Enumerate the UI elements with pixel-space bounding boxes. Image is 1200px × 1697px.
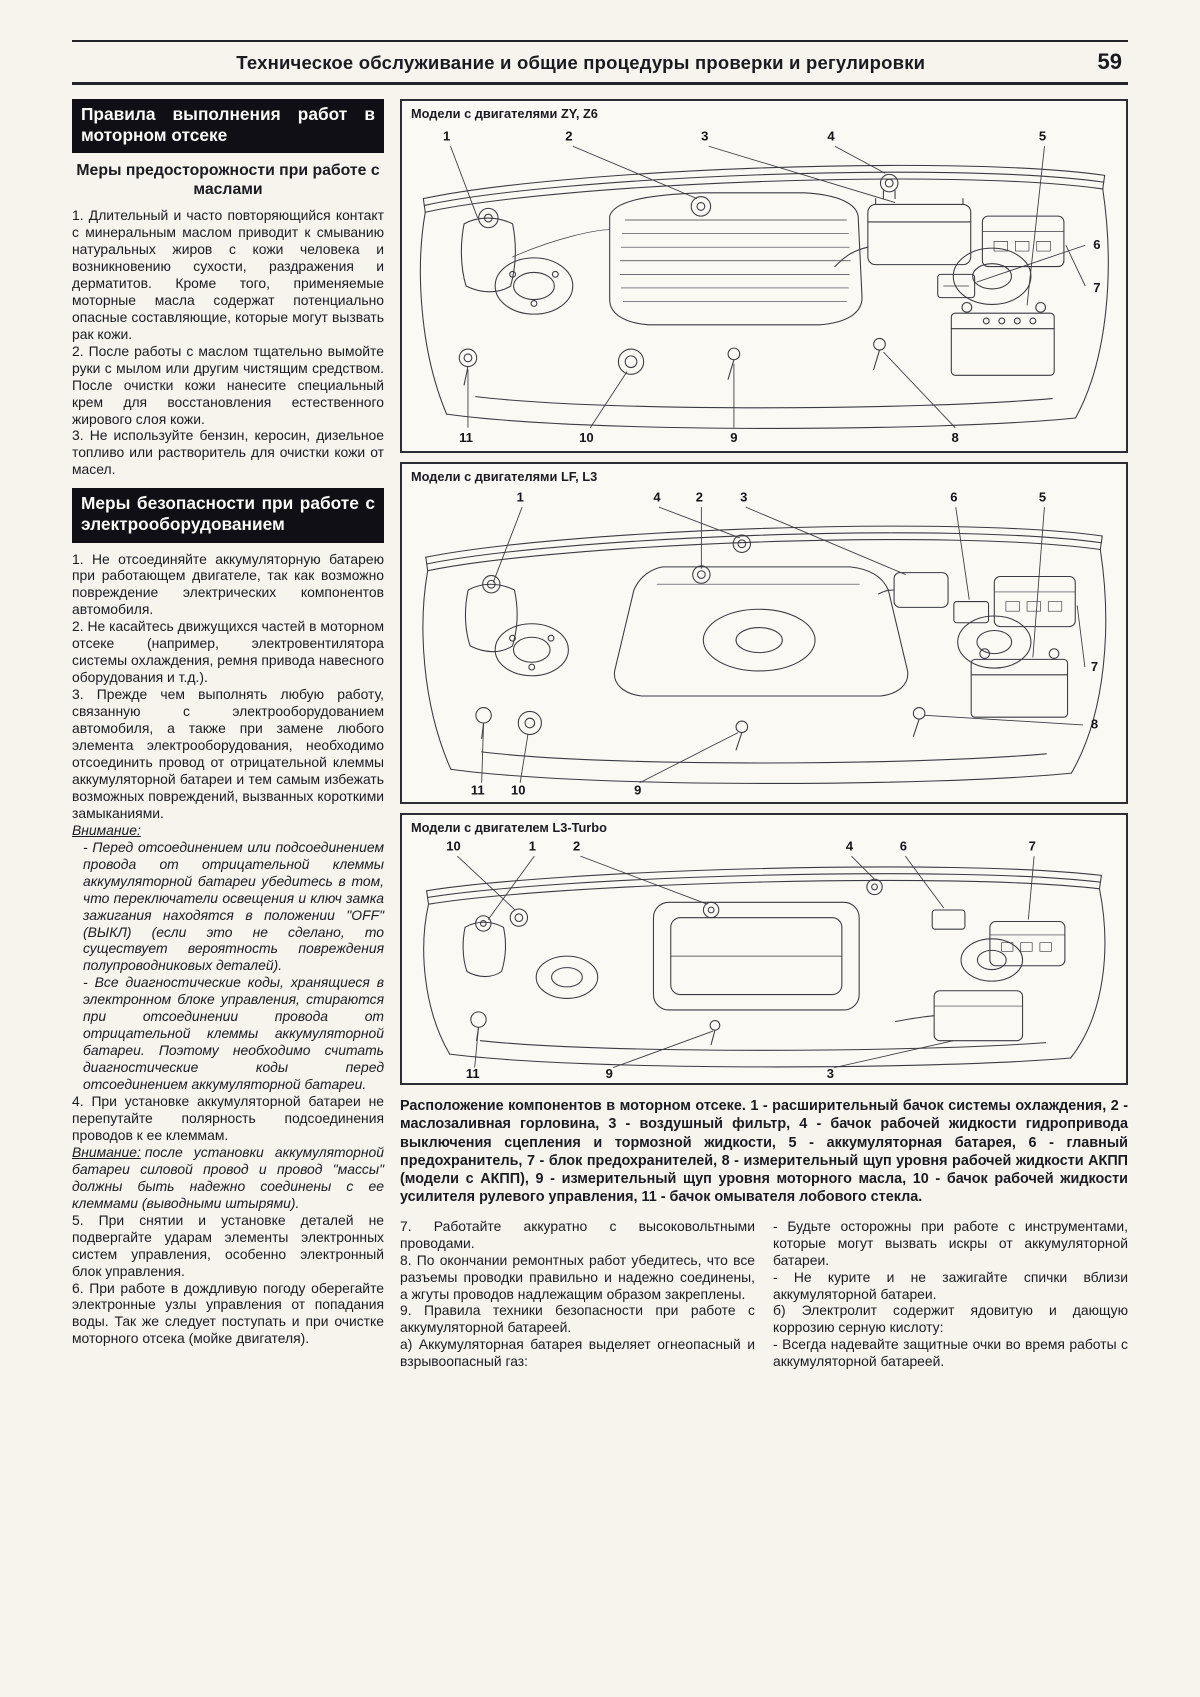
atf-dipstick [874,338,886,369]
brake-fluid-reservoir [880,174,897,198]
cowl-panel [423,165,1104,212]
callout-number: 3 [826,1066,834,1082]
callout-number: 7 [1093,279,1101,295]
paragraph: - Будьте осторожны при работе с инструментами, которые могут вызвать искры от аккумуляторной батареи. [773,1217,1128,1268]
battery [971,649,1067,717]
strut-tower-left [495,258,573,314]
bottom-text-columns [400,1218,1128,1371]
callout-number: 9 [634,782,642,798]
attention-text: после установки аккумуляторной батареи силовой провод и провод "массы" должны быть надежно соединены с ее клеммами (выводными штырями). [72,1143,384,1211]
main-fuse [938,274,975,297]
coolant-reservoir [461,208,515,291]
callout-number: 8 [1090,716,1099,732]
power-steering-reservoir [618,349,643,374]
callout-number: 1 [516,489,524,505]
left-text-column [72,99,384,1370]
paragraph: 5. При снятии и установке деталей не подвергайте ударам элементы электронных систем управления, особенно электронный блок управления. [72,1211,384,1279]
engine-cover [610,193,862,325]
page-body [72,99,1128,1370]
callout-number: 11 [459,430,473,446]
callout-number: 9 [730,430,738,446]
strut-tower-right [953,248,1031,304]
figures-column [400,99,1128,1370]
cowl-panel [426,526,1102,571]
callout-number: 11 [465,1066,480,1082]
paragraph: 2. Не касайтесь движущихся частей в моторном отсеке (например, электровентилятора системы охлаждения, ремня привода навесного оборудования и т.д.). [72,618,384,686]
engine-cover [614,567,907,696]
callout-number: 4 [653,489,661,505]
callout-number: 10 [446,838,461,854]
page-title: Техническое обслуживание и общие процедуры проверки и регулировки [236,52,926,73]
callout-number: 4 [827,128,835,144]
oil-filler-cap [703,902,718,917]
coolant-reservoir [465,576,517,652]
strut-tower-right [958,616,1031,668]
paragraph: 3. Не используйте бензин, керосин, дизельное топливо или растворитель для очистки кожи от масел. [72,427,384,478]
callout-number: 1 [442,128,451,144]
section-title-engine-bay-rules: Правила выполнения работ в моторном отсеке [72,99,384,153]
paragraph: 7. Работайте аккуратно с высоковольтными проводами. [400,1217,755,1251]
attention-block [72,1144,384,1212]
oil-dipstick [736,721,748,750]
bottom-right-column [773,1218,1128,1371]
figure-caption: Расположение компонентов в моторном отсеке. 1 - расширительный бачок системы охлаждения, 2 - маслозаливная горловина, 3 - воздушный фильтр, 4 - бачок рабочей жидкости гидропривода выключения сцепления и тормозной жидкости, 5 - аккумуляторная батарея, 6 - главный предохранитель, 7 - блок предохранителей, 8 - измерительный щуп уровня рабочей жидкости АКПП (модели с АКПП), 9 - измерительный щуп уровня моторного масла, 10 - бачок рабочей жидкости усилителя рулевого управления, 11 - бачок омывателя лобового стекла. [400,1098,1128,1206]
figure-engine-bay-l3-turbo [400,813,1128,1085]
callout-number: 9 [605,1066,613,1082]
section-title-electrical-safety: Меры безопасности при работе с электрооборудованием [72,488,384,542]
callout-number: 2 [695,489,704,505]
engine-bay-diagram-zy-z6 [402,121,1126,451]
bottom-left-column [400,1218,755,1371]
brake-fluid-reservoir [733,535,750,552]
strut-tower-right [961,939,1023,981]
figure-engine-bay-zy-z6 [400,99,1128,453]
paragraph: 8. По окончании ремонтных работ убедитесь, что все разъемы проводки правильно и надежно соединены, а жгуты проводов надлежащим образом закреплены. [400,1251,755,1302]
callout-number: 7 [1028,838,1036,854]
fuse-box [990,922,1065,966]
paragraph: а) Аккумуляторная батарея выделяет огнеопасный и взрывоопасный газ: [400,1336,755,1370]
hoses [513,230,610,257]
paragraph: 2. После работы с маслом тщательно вымойте руки с мылом или другим чистящим средством. После очистки кожи нанесите специальный крем для восстановления естественного жирового слоя кожи. [72,342,384,427]
callout-number: 2 [565,128,573,144]
oil-filler-cap [691,197,710,216]
main-fuse [932,910,965,929]
attention-block [72,822,384,839]
figure-engine-bay-lf-l3 [400,462,1128,804]
paragraph: 9. Правила техники безопасности при работе с аккумуляторной батареей. [400,1302,755,1336]
strut-tower-left [536,956,598,998]
callout-number: 5 [1038,128,1047,144]
callout-number: 10 [511,782,526,798]
atf-dipstick [913,708,925,737]
callout-number: 6 [1093,237,1101,253]
figure-label: Модели с двигателем L3-Turbo [411,820,607,835]
callout-number: 3 [740,489,748,505]
paragraph: - Всегда надевайте защитные очки во время работы с аккумуляторной батареей. [773,1336,1128,1370]
callout-number: 5 [1038,489,1047,505]
power-steering-reservoir [510,909,527,926]
attention-label: Внимание: [72,821,141,838]
callout-number: 1 [528,838,536,854]
engine-cover [653,902,859,1010]
brake-fluid-reservoir [867,879,882,894]
callout-number: 10 [579,430,594,446]
air-filter [896,991,1023,1041]
callout-number: 2 [572,838,581,854]
callout-number: 11 [470,782,485,798]
engine-bay-diagram-lf-l3 [402,484,1126,802]
callout-number: 4 [845,838,854,854]
paragraph: б) Электролит содержит ядовитую и дающую коррозию серную кислоту: [773,1302,1128,1336]
paragraph: - Не курите и не зажигайте спички вблизи аккумуляторной батареи. [773,1268,1128,1302]
page-header [72,40,1128,85]
callouts [471,489,1098,797]
body-outline [420,189,1108,429]
washer-reservoir [471,1012,486,1041]
attention-item: - Все диагностические коды, хранящиеся в электронном блоке управления, стираются при отсоединении провода от отрицательной клеммы аккумуляторной батареи. Поэтому необходимо считать диагностические коды перед отсоединением аккумуляторной батареи. [83,974,384,1093]
figure-label: Модели с двигателями LF, L3 [411,469,598,484]
subsection-title-oils: Меры предосторожности при работе с маслами [76,162,380,199]
callout-number: 6 [950,489,958,505]
power-steering-reservoir [518,711,541,734]
callout-number: 8 [951,430,959,446]
callout-number: 3 [701,128,709,144]
paragraph: 1. Длительный и часто повторяющийся контакт с минеральным маслом приводит к смыванию натуральных жиров с кожи человека и возникновению сухости, раздражения и дерматитов. Кроме того, применяемые моторные масла содержат потенциально опасные составляющие, которые могут вызвать рак кожи. [72,207,384,342]
paragraph: 3. Прежде чем выполнять любую работу, связанную с электрооборудованием автомобиля, а также при замене любого элемента электрооборудования, необходимо отсоединить провод от отрицательной клеммы аккумуляторной батареи и тем самым избежать возможных повреждений, вызванных короткими замыканиями. [72,686,384,821]
main-fuse [954,602,989,623]
cowl-panel [427,867,1102,904]
battery [951,303,1054,376]
paragraph: 6. При работе в дождливую погоду оберегайте электронные узлы управления от попадания воды. Так же следует поступать и при очистке моторного отсека (мойке двигателя). [72,1279,384,1347]
callout-number: 7 [1090,658,1099,674]
paragraph: 1. Не отсоединяйте аккумуляторную батарею при работающем двигателе, так как возможно повреждение электрических компонентов автомобиля. [72,550,384,618]
attention-label: Внимание: [72,1143,141,1160]
air-intake [879,573,948,608]
engine-bay-diagram-l3-turbo [402,835,1126,1083]
page-number: 59 [1097,49,1122,74]
oil-dipstick [710,1021,720,1045]
callout-number: 6 [899,838,907,854]
coolant-reservoir [463,916,505,977]
attention-item: - Перед отсоединением или подсоединением провода от отрицательной клеммы аккумуляторной батареи убедитесь в том, что переключатели освещения и ключ замка зажигания находятся в положении "OFF" (ВЫКЛ) (если это не сделано, то существует вероятность повреждения полупроводниковых деталей). [83,838,384,974]
paragraph: 4. При установке аккумуляторной батареи не перепутайте полярность подсоединения проводов к ее клеммам. [72,1093,384,1143]
fuse-box [994,577,1075,627]
figure-label: Модели с двигателями ZY, Z6 [411,106,598,121]
